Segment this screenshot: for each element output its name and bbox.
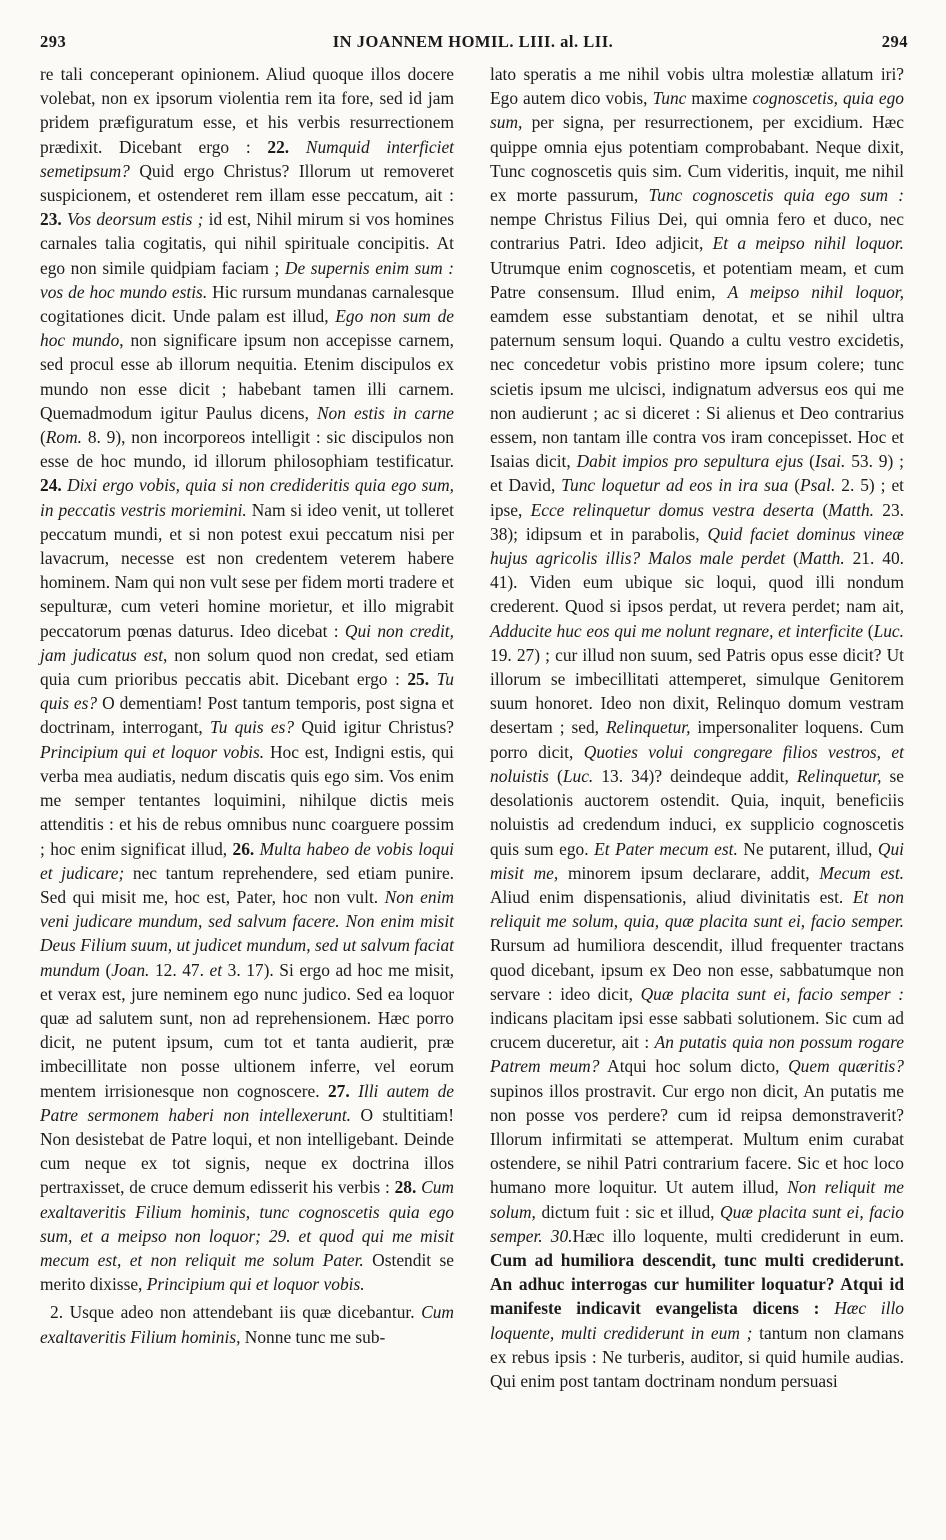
scripture-quote: Principium qui et loquor vobis. <box>146 1274 365 1295</box>
text-run <box>543 1226 551 1246</box>
text-run: Nonne tunc me sub- <box>240 1326 386 1347</box>
text-run: Utrumque enim cognoscetis, et potentiam meam, et cum Patre consensum. Illud enim, <box>490 257 904 302</box>
text-run: ( <box>40 427 46 448</box>
text-run: O stultitiam! Non desistebat de Patre loqui, et non intelligebant. Deinde cum neque ex tot signis, neque ex doctrina illos pertraxisset, de cruce demum edisserit his verbis : <box>40 1104 454 1198</box>
scripture-quote: Relinquetur, <box>796 765 882 786</box>
scripture-quote: Quæ placita sunt ei, facio semper : <box>640 983 905 1004</box>
text-run: 13. 34)? deindeque addit, <box>593 765 797 786</box>
citation-book: Psal. <box>800 475 836 496</box>
scripture-quote: Et non reliquit me solum, quia, quæ placita sunt ei, facio semper. <box>490 886 904 932</box>
citation-et: et <box>209 959 223 980</box>
text-run: tantum non clamans ex rebus ipsis : Ne turberis, auditor, si quid humile audias. Qui enim post tantam doctrinam nondum persuasi <box>490 1322 904 1391</box>
text-run: eamdem esse substantiam denotat, et se nihil ultra paternum sensum loqui. Quando a cultu vestro excidetis, nec concedetur vobis pristino more ipsum colere; tunc scietis ipsum me ulcisci, indignatum adversus eos qui me non audierunt ; ac si diceret : Si alienus et Deo contrarius essem, non tantam ille contra vos iram concepisset. Hoc et Isaias dicit, <box>490 306 904 472</box>
text-run: 3. 17). Si ergo ad hoc me misit, et verax est, jure neminem ego nunc judico. Sed ea loquor quæ ad salutem sunt, non ad reprehensionem. Hæc porro dicit, ne putent ipsum, cum tot et tanta audierit, præ imbecillitate non posse ultionem inferre, vel eorum mentem irrisionesque non cognoscere. <box>40 959 454 1101</box>
text-run: 8. 9), non incorporeos intelligit : sic discipulos non esse de hoc mundo, id illorum philosophiam testificatur. <box>40 427 454 472</box>
scripture-quote: Principium qui et loquor vobis. <box>40 741 265 762</box>
scripture-quote: Multa habeo de vobis loqui et judicare; <box>40 838 454 883</box>
text-run: Ostendit se merito dixisse, <box>40 1249 454 1295</box>
scripture-quote: A meipso nihil loquor, <box>727 281 904 302</box>
scripture-quote: Illi autem de Patre sermonem haberi non intellexerunt. <box>40 1080 455 1125</box>
text-run: impersonaliter loquens. Cum porro dicit, <box>490 717 904 762</box>
scripture-quote: Quem quæritis? <box>788 1056 904 1077</box>
scripture-quote: 30. <box>550 1225 573 1246</box>
text-run: Hic rursum mundanas carnalesque cogitationes dicit. Unde palam est illud, <box>40 281 454 327</box>
scripture-quote: De supernis enim sum : vos de hoc mundo estis. <box>40 257 454 302</box>
citation-book: Matth. <box>828 499 875 520</box>
text-run: 2. Usque adeo non attendebant iis quæ dicebantur. <box>50 1302 422 1323</box>
text-run: 2. 5) ; et ipse, <box>490 475 904 520</box>
text-run: Ne putarent, illud, <box>737 838 878 859</box>
scripture-quote: Numquid interficiet semetipsum? <box>40 136 454 181</box>
scripture-quote: Dabit impios pro sepultura ejus <box>576 451 804 472</box>
scripture-quote: Qui misit me, <box>490 838 904 883</box>
text-run: ( <box>803 451 815 472</box>
text-run: se desolationis auctorem ostendit. Quia, inquit, beneficiis noluistis ad credendum induci, ex supplicio cognoscetis quis sum ego. <box>490 765 904 859</box>
scripture-quote: Tu quis es? <box>210 717 295 738</box>
text-run: 19. 27) ; cur illud non suum, sed Patris opus esse dicit? Ut illorum se imbecillitati attemperet, simulque Genitorem suum honoret. Ideo non dixit, Relinquo domum vestram desertam ; sed, <box>490 644 904 738</box>
scripture-quote: Cum exaltaveritis Filium hominis, <box>40 1302 454 1347</box>
right-column <box>490 62 904 1393</box>
text-run: ( <box>785 548 799 569</box>
text-run: supinos illos prostravit. Cur ergo non dicit, An putatis me non posse vos perdere? cum id reipsa demonstraverit? Illorum infirmitati se attemperat. Multum enim curabat ostendere, se nihil Patri contrarium facere. Sic et hoc loco humano more loquitur. Ut autem illud, <box>490 1080 904 1198</box>
verse-number: 28. <box>394 1177 417 1198</box>
scripture-quote: cognoscetis, quia ego sum, <box>490 88 904 133</box>
text-run: 53. 9) ; et David, <box>490 451 904 496</box>
text-run: , non solum quod non credat, sed etiam quia cum prioribus peccatis abit. Dicebant ergo : <box>40 644 454 690</box>
verse-number: 26. <box>232 838 255 859</box>
scripture-quote: Tunc cognoscetis quia ego sum : <box>648 185 904 206</box>
text-run: nec tantum reprehendere, sed etiam punire. Sed qui misit me, hoc est, Pater, hoc non vult. <box>40 862 455 907</box>
citation-book: Rom. <box>45 427 83 448</box>
scripture-quote: Non enim veni judicare mundum, sed salvum facere. Non enim misit Deus Filium suum, ut judicet mundum, sed ut salvum faciat mundum <box>40 886 454 980</box>
scripture-quote: Et a meipso nihil loquor. <box>712 233 904 254</box>
scripture-quote: Quæ placita sunt ei, facio semper. <box>490 1201 904 1246</box>
citation-book: Joan. <box>111 959 150 980</box>
scripture-quote: Qui non credit, jam judicatus est <box>40 620 454 665</box>
citation-book: Luc. <box>873 620 904 641</box>
text-run: id est, Nihil mirum si vos homines carnales talia cogitatis, qui nihil spirituale concipitis. At ego non simile quidpiam faciam ; <box>40 209 455 278</box>
verse-number: 25. <box>407 669 430 690</box>
scripture-quote: Tu quis es? <box>40 669 454 714</box>
left-paragraph-1 <box>40 62 454 1296</box>
text-run: re tali conceperant opinionem. Aliud quoque illos docere volebat, non ex ipsorum violentia rem ita fore, sed id jam pridem præfiguratum esse, et his verbis resurrectionem prædixit. Dicebant ergo : <box>40 64 454 157</box>
scripture-quote: Non estis in carne <box>316 402 454 423</box>
text-run: minorem ipsum declarare, addit, <box>558 862 820 883</box>
text-run: , non significare ipsum non accepisse carnem, sed procul esse ab illorum nequitia. Etenim discipulos ex mundo non esse dicit ; habebant tamen illi carnem. Quemadmodum igitur Paulus dicens, <box>40 330 454 423</box>
text-run: Quid igitur Christus? <box>294 717 454 738</box>
scripture-quote: Tunc loquetur ad eos in ira sua <box>561 475 789 496</box>
citation-book: Isai. <box>814 451 846 472</box>
verse-number: 27. <box>327 1080 350 1101</box>
left-paragraph-2 <box>40 1300 454 1348</box>
scripture-quote: Vos deorsum estis ; <box>66 209 204 230</box>
scripture-quote: Cum exaltaveritis Filium hominis, tunc cognoscetis quia ego sum, et a meipso non loquor; 29. et quod qui me misit mecum est, et non reliquit me solum Pater. <box>40 1177 454 1270</box>
scripture-quote: An putatis quia non possum rogare Patrem meum? <box>490 1032 904 1077</box>
text-run: 12. 47. <box>149 959 210 980</box>
text-run: O dementiam! Post tantum temporis, post signa et doctrinam, interrogant, <box>40 693 454 738</box>
scripture-quote: Quoties volui congregare filios vestros, et noluistis <box>490 741 904 786</box>
scripture-quote: Non reliquit me solum, <box>490 1177 904 1222</box>
text-run: per signa, per resurrectionem, per excidium. Hæc quippe omnia ejus potentiam comprobabant. Neque dixit, Tunc cognoscetis quis sim. Cum videritis, inquit, me nihil ex morte passurum, <box>490 112 904 206</box>
scripture-quote: Mecum est. <box>819 862 904 883</box>
text-run: Hoc est, Indigni estis, qui verba mea audiatis, nedum discatis quis ego sim. Vos enim me semper tentantes loquimini, nihilque dictis meis attenditis : et his de rebus omnibus nunc coarguere possim ; hoc enim significat illud, <box>40 741 454 859</box>
text-run: 23. 38); idipsum et in parabolis, <box>490 499 904 544</box>
citation-book: Luc. <box>562 765 594 786</box>
text-run: Rursum ad humiliora descendit, illud frequenter tractans quod dicebant, ipsum ex Deo non esse, sabbatumque non servare : ideo dicit, <box>490 935 904 1004</box>
text-run: nempe Christus Filius Dei, qui omnia fero et duco, nec contrarius Patri. Ideo adjicit, <box>490 209 904 254</box>
scripture-quote: Hæc illo loquente, multi crediderunt in eum ; <box>490 1298 904 1343</box>
verse-number: 24. <box>40 475 62 496</box>
text-run: Quid ergo Christus? Illorum ut removeret suspicionem, et ostenderet rem illam esse peccatum, ait : <box>40 160 454 206</box>
text-run: indicans placitam ipsi esse sabbati solutionem. Sic cum ad crucem duceretur, ait : <box>490 1007 904 1053</box>
text-run: lato speratis a me nihil vobis ultra molestiæ allatum iri? Ego autem dico vobis, <box>490 64 904 109</box>
page-number-left: 293 <box>40 32 67 51</box>
left-column <box>40 62 454 1349</box>
right-paragraph-1 <box>490 62 904 1393</box>
text-run: ( <box>863 620 874 641</box>
text-run: ( <box>788 475 801 496</box>
scripture-quote: Relinquetur, <box>605 717 691 738</box>
scripture-quote: Et Pater mecum est. <box>594 838 738 859</box>
citation-book: Matth. <box>798 548 845 569</box>
text-run: ( <box>99 959 112 980</box>
text-run: dictum fuit : sic et illud, <box>535 1201 721 1222</box>
text-run: maxime <box>686 88 753 109</box>
text-run: Aliud enim dispensationis, aliud divinitatis est. <box>490 886 853 907</box>
scripture-quote: Dixi ergo vobis, quia si non credideritis quia ego sum, in peccatis vestris moriemini. <box>40 475 454 520</box>
scripture-quote: Adducite huc eos qui me nolunt regnare, et interficite <box>490 620 864 641</box>
text-run: ( <box>814 499 829 520</box>
text-run: Atqui hoc solum dicto, <box>599 1056 789 1077</box>
scripture-quote: Tunc <box>652 88 687 109</box>
page-number-right: 294 <box>881 32 908 51</box>
scripture-quote: Quid faciet dominus vineæ hujus agricolis illis? Malos male perdet <box>490 523 904 569</box>
verse-number: 23. <box>40 209 62 230</box>
scripture-quote: Ego non sum de hoc mundo <box>40 306 454 351</box>
text-run: Hæc illo loquente, multi crediderunt in eum. <box>572 1225 904 1246</box>
running-title: IN JOANNEM HOMIL. LIII. al. LII. <box>332 32 614 51</box>
text-run: ( <box>548 765 563 786</box>
verse-number: Cum ad humiliora descendit, tunc multi crediderunt. An adhuc interrogas cur humiliter loquatur? Atqui id manifeste indicavit evangelista dicens : <box>490 1249 904 1319</box>
verse-number: 22. <box>267 136 290 157</box>
text-run: Nam si ideo venit, ut tolleret peccatum mundi, et si non potest exui peccatum nisi per lavacrum, necesse est non credentem veterem habere hominem. Nam qui non vult sese per fidem morti tradere et sepulturæ, cum veteri homine morietur, et illo migrabit peccatorum pœnas daturus. Ideo dicebat : <box>40 499 454 641</box>
running-header <box>0 32 946 58</box>
scripture-quote: Ecce relinquetur domus vestra deserta <box>530 499 815 520</box>
text-run: 21. 40. 41). Viden eum ubique sic loqui, quod illi nondum crederent. Quod si ipsos perdat, ut revera perdet; nam ait, <box>490 548 905 617</box>
